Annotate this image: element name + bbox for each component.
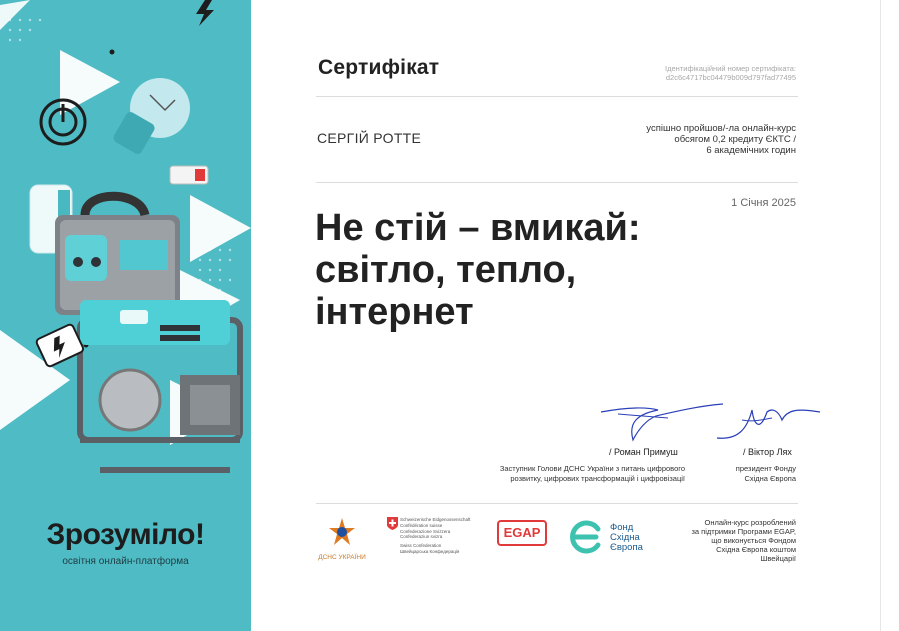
support-note-line: Східна Європа коштом (716, 545, 796, 554)
support-note-line: за підтримки Програми EGAP, (691, 527, 796, 536)
brand-tagline: освітня онлайн-платформа (62, 556, 189, 567)
fond-logo-icon (568, 519, 604, 555)
swiss-text-line: Confederazione Svizzera (400, 528, 451, 534)
fond-text (610, 523, 643, 553)
signatory-position-line: Заступник Голови ДСНС України з питань цифрового (499, 464, 685, 473)
divider (316, 503, 798, 504)
swiss-text-line: Швейцарська Конфедерація (400, 548, 460, 554)
fond-text-line: Східна (610, 532, 640, 543)
fond-text-line: Фонд (610, 522, 634, 533)
signatory-name: / Віктор Лях (743, 447, 792, 457)
course-title-line: Не стій – вмикай: (315, 207, 641, 249)
swiss-text-line: Confederaziun svizra (400, 534, 443, 540)
course-title-line: світло, тепло, (315, 249, 577, 291)
swiss-cross-icon (387, 517, 398, 530)
course-info-line: обсягом 0,2 кредиту ЄКТС / (674, 134, 796, 145)
certificate-id: d2c6c4717bc04479b009d797fad77495 (665, 73, 796, 82)
certificate-id-label: Ідентифікаційний номер сертифіката: (665, 64, 796, 73)
course-info-line: 6 академічних годин (706, 145, 796, 156)
support-note-line: що виконується Фондом (711, 536, 796, 545)
page-edge (880, 0, 899, 631)
signatory-position (500, 464, 685, 483)
course-title-line: інтернет (315, 291, 474, 333)
dsns-emblem-icon (327, 517, 357, 547)
brand-logo: Зрозуміло! (46, 518, 205, 551)
signatory-position-line: Східна Європа (744, 473, 796, 483)
swiss-text (400, 517, 492, 555)
fond-text-line: Європа (610, 542, 643, 553)
signature-primush (598, 400, 728, 445)
signatory-position-line: розвитку, цифрових трансформацій і цифровізації (510, 473, 685, 483)
certificate-title: Сертифікат (318, 56, 440, 79)
signatory-position (736, 464, 796, 483)
swiss-text-line: Confédération suisse (400, 522, 443, 528)
issue-date: 1 Січня 2025 (731, 197, 796, 209)
support-note-line: Онлайн-курс розроблений (704, 518, 796, 527)
course-title (315, 207, 641, 333)
signatory-name: / Роман Примуш (609, 447, 678, 457)
dsns-label: ДСНС УКРАЇНИ (318, 554, 366, 561)
swiss-text-line: Schweizerische Eidgenossenschaft (400, 517, 471, 522)
recipient-name: СЕРГІЙ РОТТЕ (317, 130, 422, 146)
dsns-logo (316, 517, 368, 561)
course-info (646, 123, 796, 156)
signature-lyakh (712, 400, 822, 445)
support-note-line: Швейцарії (760, 554, 796, 563)
illustration-panel (0, 0, 251, 631)
fond-east-europe-logo (568, 519, 643, 560)
support-note (691, 518, 796, 563)
swiss-confederation-logo (387, 517, 471, 554)
signatory-position-line: президент Фонду (735, 464, 796, 473)
egap-logo: EGAP (497, 520, 547, 546)
divider (316, 96, 798, 97)
divider (316, 182, 798, 183)
course-info-line: успішно пройшов/-ла онлайн-курс (646, 123, 796, 134)
swiss-text-line: Swiss Confederation (400, 543, 442, 549)
